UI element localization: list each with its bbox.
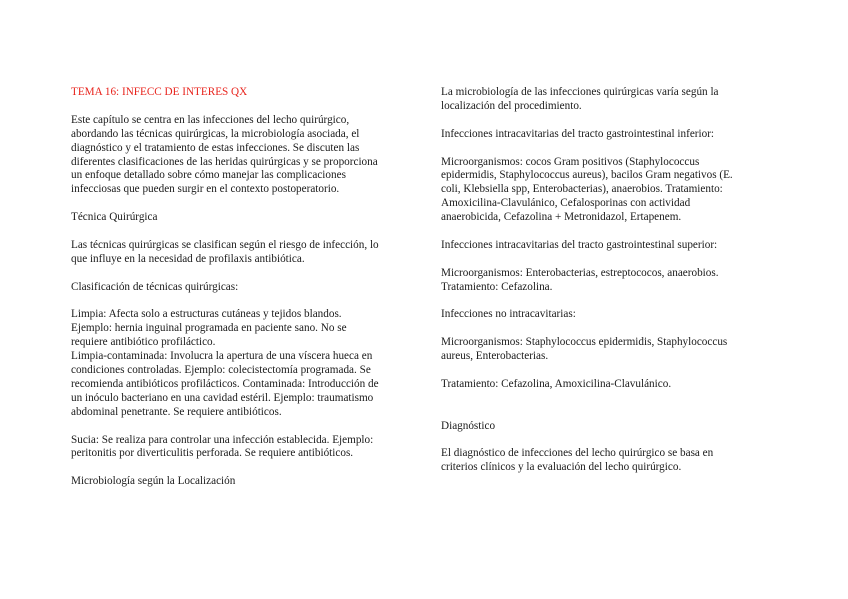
heading-text: Infecciones intracavitarias del tracto gastrointestinal inferior: [441, 127, 715, 140]
heading-text: Microbiología según la Localización [71, 475, 236, 488]
text-line: diferentes clasificaciones de las heridas quirúrgicas y se proporciona [71, 155, 378, 168]
spacer [441, 253, 786, 267]
superior-paragraph [441, 267, 786, 295]
text-line: Tratamiento: Cefazolina. [441, 280, 553, 293]
title-text: TEMA 16: INFECC DE INTERES QX [71, 86, 248, 98]
tecnica-paragraph [71, 239, 416, 267]
spacer [441, 114, 786, 128]
spacer [71, 197, 416, 211]
spacer [441, 406, 786, 420]
microbiologia-heading [71, 475, 416, 489]
diagnostico-paragraph [441, 447, 786, 475]
text-line: La microbiología de las infecciones quirúrgicas varía según la [441, 86, 719, 98]
spacer [71, 420, 416, 434]
text-line: abdominal penetrante. Se requiere antibióticos. [71, 405, 282, 418]
text-line: El diagnóstico de infecciones del lecho quirúrgico se basa en [441, 447, 714, 460]
text-line: Tratamiento: Cefazolina, Amoxicilina-Clavulánico. [441, 377, 672, 390]
heading-text: Infecciones intracavitarias del tracto gastrointestinal superior: [441, 238, 718, 251]
text-line: Amoxicilina-Clavulánico, Cefalosporinas con actividad [441, 197, 691, 210]
right-column [441, 86, 786, 475]
spacer [441, 225, 786, 239]
text-line: criterios clínicos y la evaluación del lecho quirúrgico. [441, 461, 682, 474]
spacer [441, 142, 786, 156]
clasificacion-paragraph [71, 308, 416, 419]
heading-text: Diagnóstico [441, 419, 496, 432]
text-line: un inóculo bacteriano en una cavidad estéril. Ejemplo: traumatismo [71, 391, 374, 404]
sucia-paragraph [71, 434, 416, 462]
text-line: localización del procedimiento. [441, 99, 582, 112]
intro-paragraph [71, 114, 416, 197]
text-line: Ejemplo: hernia inguinal programada en paciente sano. No se [71, 322, 347, 335]
text-line: Microorganismos: Enterobacterias, estreptococos, anaerobios. [441, 266, 719, 279]
text-line: requiere antibiótico profiláctico. [71, 336, 216, 349]
text-line: Limpia-contaminada: Involucra la apertura de una víscera hueca en [71, 350, 373, 363]
spacer [441, 434, 786, 448]
tecnica-heading [71, 211, 416, 225]
spacer [441, 295, 786, 309]
inferior-paragraph [441, 156, 786, 226]
spacer [71, 295, 416, 309]
text-line: Este capítulo se centra en las infecciones del lecho quirúrgico, [71, 113, 350, 126]
text-line: diagnóstico y el tratamiento de estas infecciones. Se discuten las [71, 141, 360, 154]
no-intra-heading [441, 308, 786, 322]
left-column [71, 86, 416, 489]
text-line: anaerobicida, Cefazolina + Metronidazol, Ertapenem. [441, 211, 682, 224]
text-line: un enfoque detallado sobre cómo manejar las complicaciones [71, 169, 346, 182]
text-line: Microorganismos: Staphylococcus epidermidis, Staphylococcus [441, 336, 728, 349]
clasificacion-heading [71, 281, 416, 295]
inferior-heading [441, 128, 786, 142]
text-line: recomienda antibióticos profilácticos. Contaminada: Introducción de [71, 377, 379, 390]
spacer [71, 225, 416, 239]
spacer [71, 267, 416, 281]
spacer [441, 364, 786, 378]
no-intra-treatment [441, 378, 786, 392]
text-line: Limpia: Afecta solo a estructuras cutáneas y tejidos blandos. [71, 308, 342, 321]
text-line: condiciones controladas. Ejemplo: colecistectomía programada. Se [71, 364, 371, 377]
heading-text: Infecciones no intracavitarias: [441, 308, 576, 321]
text-line: epidermidis, Staphylococcus aureus), bacilos Gram negativos (E. [441, 169, 733, 182]
text-line: peritonitis por diverticulitis perforada. Se requiere antibióticos. [71, 447, 354, 460]
spacer [441, 392, 786, 406]
diagnostico-heading [441, 420, 786, 434]
superior-heading [441, 239, 786, 253]
text-line: que influye en la necesidad de profilaxis antibiótica. [71, 252, 305, 265]
text-line: coli, Klebsiella spp, Enterobacterias), anaerobios. Tratamiento: [441, 183, 723, 196]
spacer [71, 100, 416, 114]
document-title [71, 86, 416, 100]
heading-text: Clasificación de técnicas quirúrgicas: [71, 280, 239, 293]
text-line: Microorganismos: cocos Gram positivos (Staphylococcus [441, 155, 700, 168]
text-line: abordando las técnicas quirúrgicas, la microbiología asociada, el [71, 127, 360, 140]
spacer [441, 322, 786, 336]
text-line: aureus, Enterobacterias. [441, 350, 549, 363]
micro-intro-paragraph [441, 86, 786, 114]
text-line: Las técnicas quirúrgicas se clasifican según el riesgo de infección, lo [71, 238, 379, 251]
spacer [71, 461, 416, 475]
text-line: infecciosas que pueden surgir en el contexto postoperatorio. [71, 183, 340, 196]
no-intra-paragraph [441, 336, 786, 364]
heading-text: Técnica Quirúrgica [71, 211, 158, 224]
text-line: Sucia: Se realiza para controlar una infección establecida. Ejemplo: [71, 433, 374, 446]
